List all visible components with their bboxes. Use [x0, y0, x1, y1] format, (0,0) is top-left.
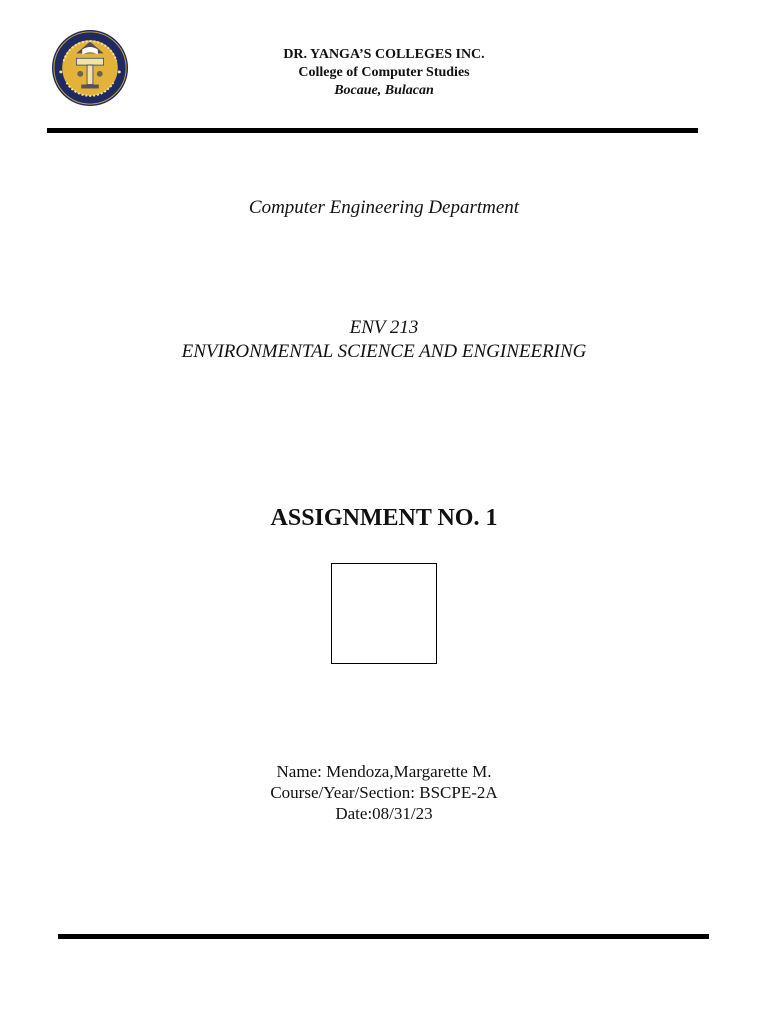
- college-name: College of Computer Studies: [298, 65, 470, 80]
- college-location: Bocaue, Bulacan: [334, 83, 434, 98]
- course-block: [0, 316, 768, 364]
- course-code: ENV 213: [349, 317, 419, 338]
- document-header: [0, 46, 768, 100]
- assignment-title: ASSIGNMENT NO. 1: [270, 505, 498, 531]
- footer-divider: [58, 934, 709, 939]
- institution-name: DR. YANGA’S COLLEGES INC.: [283, 47, 485, 62]
- course-title: ENVIRONMENTAL SCIENCE AND ENGINEERING: [181, 341, 587, 362]
- submission-date: Date:08/31/23: [335, 804, 433, 823]
- student-info: [0, 761, 768, 824]
- photo-placeholder: [331, 563, 437, 664]
- department-name: Computer Engineering Department: [248, 197, 520, 218]
- header-divider: [47, 128, 698, 133]
- student-name: Name: Mendoza,Margarette M.: [276, 762, 492, 781]
- student-course: Course/Year/Section: BSCPE-2A: [270, 783, 498, 802]
